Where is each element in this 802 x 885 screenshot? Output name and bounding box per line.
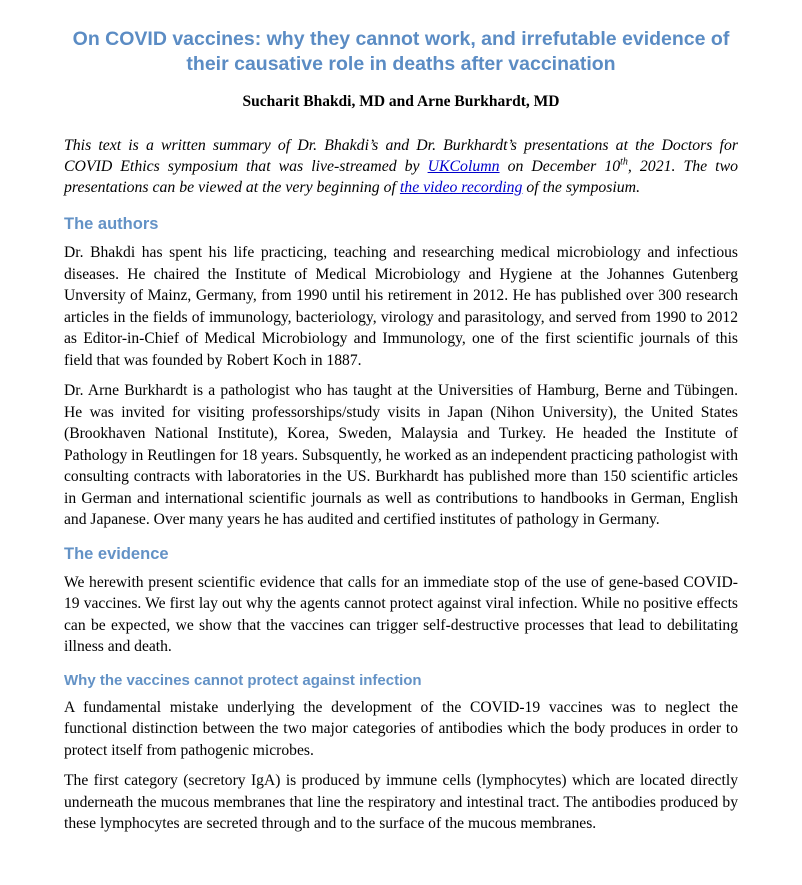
document-title: On COVID vaccines: why they cannot work, and irrefutable evidence of their causative role in deaths after vaccination — [72, 28, 730, 75]
intro-text-2: on December 10 — [499, 158, 621, 175]
body-paragraph-fundamental-mistake: A fundamental mistake underlying the development of the COVID-19 vaccines was to neglect the functional distinction between the two major categories of antibodies which the body produces in order to protect itself from pathogenic microbes. — [64, 698, 738, 759]
intro-text-1: This text is a written summary of Dr. Bhakdi’s and Dr. Burkhardt’s presentations at the Doctors for COVID Ethics symposium that was live-streamed by — [64, 137, 738, 175]
section-heading-the-evidence: The evidence — [64, 544, 169, 563]
body-paragraph-burkhardt-bio: Dr. Arne Burkhardt is a pathologist who has taught at the Universities of Hamburg, Berne and Tübingen. He was invited for visiting professorships/study visits in Japan (Nihon University), the United States (Brookhaven National Institute), Korea, Sweden, Malaysia and Turkey. He headed the Institute of Pathology in Reutlingen for 18 years. Subsquently, he worked as an independent practicing pathologist with consulting contracts with laboratories in the US. Burkhardt has published more than 150 scientific articles in German and international scientific journals as well as contributions to handbooks in German, English and Japanese. Over many years he has audited and certified institutes of pathology in Germany. — [64, 382, 738, 528]
intro-paragraph — [64, 135, 738, 198]
section-heading-the-authors: The authors — [64, 215, 159, 233]
video-recording-link[interactable]: the video recording — [399, 179, 523, 196]
intro-text-4: of the symposium. — [522, 179, 641, 196]
authors-line: Sucharit Bhakdi, MD and Arne Burkhardt, MD — [242, 93, 560, 110]
date-superscript: th — [620, 156, 628, 168]
ukcolumn-link[interactable]: UKColumn — [427, 158, 500, 175]
body-paragraph-secretory-iga: The first category (secretory IgA) is produced by immune cells (lymphocytes) which are located directly underneath the mucous membranes that line the respiratory and intestinal tract. The antibodies produced by these lymphocytes are secreted through and to the surface of the mucous membranes. — [64, 772, 738, 832]
subsection-heading-why-vaccines-cannot-protect: Why the vaccines cannot protect against infection — [64, 671, 422, 689]
body-paragraph-bhakdi-bio: Dr. Bhakdi has spent his life practicing, teaching and researching medical microbiology and infectious diseases. He chaired the Institute of Medical Microbiology and Hygiene at the Johannes Gutenberg Unversity of Mainz, Germany, from 1990 until his retirement in 2012. He has published over 300 research articles in the fields of immunology, bacteriology, virology and parasitology, and served from 1990 to 2012 as Editor-in-Chief of Medical Microbiology and Immunology, one of the first scientific journals of this field that was founded by Robert Koch in 1887. — [64, 244, 738, 369]
body-paragraph-evidence: We herewith present scientific evidence that calls for an immediate stop of the use of gene-based COVID-19 vaccines. We first lay out why the agents cannot protect against viral infection. While no positive effects can be expected, we show that the vaccines can trigger self-destructive processes that lead to debilitating illness and death. — [64, 573, 738, 655]
intro-text-3: , 2021. The two presentations can be viewed at the very beginning of — [64, 158, 739, 196]
